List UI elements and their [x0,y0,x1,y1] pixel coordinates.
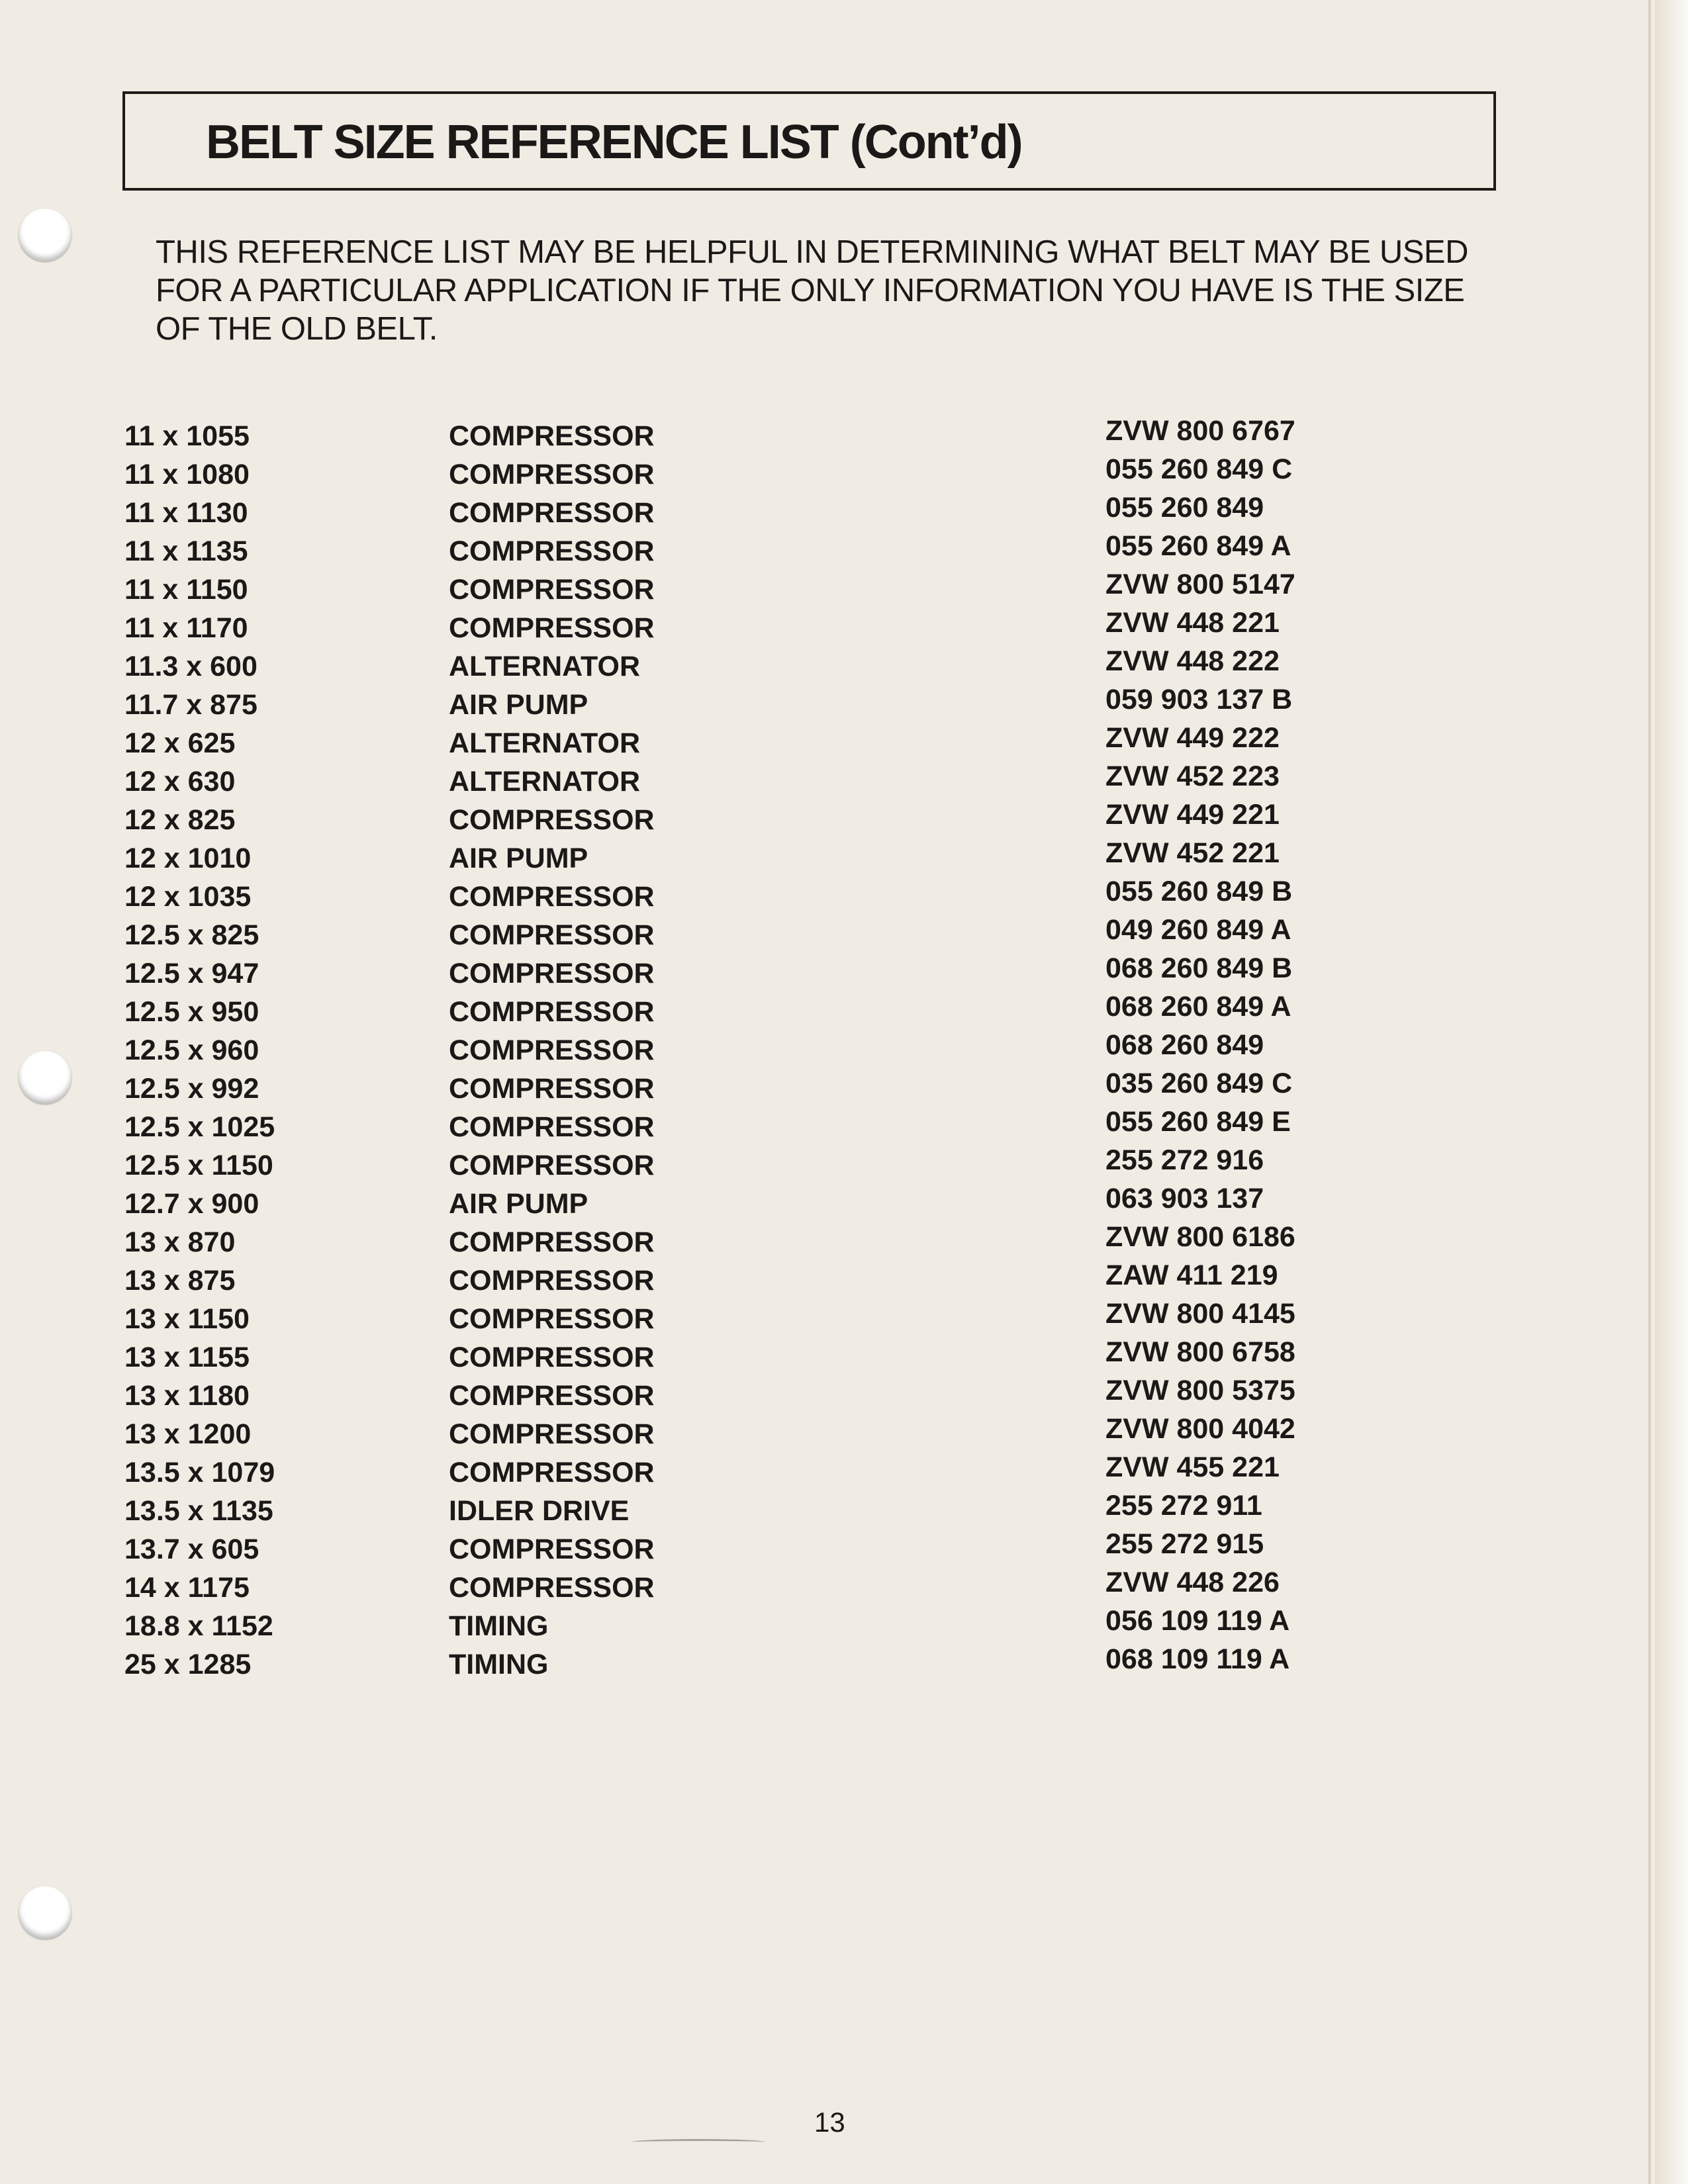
application: COMPRESSOR [449,1265,655,1297]
belt-size: 13.5 x 1079 [124,1457,275,1488]
table-row [0,916,1688,954]
application: COMPRESSOR [449,1457,655,1488]
page-number: 13 [814,2107,845,2138]
part-number: 049 260 849 A [1105,914,1291,946]
part-number: ZVW 800 4145 [1105,1298,1295,1330]
part-number: ZVW 800 6758 [1105,1336,1295,1368]
belt-size: 11 x 1130 [124,497,248,529]
punch-hole-top [19,208,71,261]
part-number: ZVW 448 222 [1105,645,1280,677]
belt-size: 12.5 x 1025 [124,1111,275,1143]
application: COMPRESSOR [449,535,655,567]
part-number: 059 903 137 B [1105,684,1293,715]
application: COMPRESSOR [449,1572,655,1604]
belt-size: 13 x 875 [124,1265,236,1297]
part-number: 055 260 849 A [1105,530,1291,562]
application: COMPRESSOR [449,1073,655,1105]
table-row [0,878,1688,916]
table-row [0,1569,1688,1607]
belt-size: 11.7 x 875 [124,689,258,721]
table-row [0,1031,1688,1069]
application: AIR PUMP [449,1188,588,1220]
belt-size: 11 x 1135 [124,535,248,567]
belt-size: 18.8 x 1152 [124,1610,273,1642]
application: COMPRESSOR [449,459,655,490]
application: COMPRESSOR [449,420,655,452]
application: COMPRESSOR [449,1380,655,1412]
part-number: ZVW 800 5147 [1105,569,1295,600]
table-row [0,1453,1688,1492]
table-row [0,494,1688,532]
table-row [0,1223,1688,1261]
table-row [0,417,1688,455]
belt-size: 12.5 x 1150 [124,1150,273,1181]
belt-size: 11 x 1055 [124,420,250,452]
belt-size: 11 x 1080 [124,459,250,490]
table-row [0,1185,1688,1223]
part-number: 068 260 849 [1105,1029,1264,1061]
application: COMPRESSOR [449,1418,655,1450]
belt-size: 13 x 1155 [124,1342,250,1373]
part-number: ZVW 455 221 [1105,1451,1280,1483]
application: COMPRESSOR [449,881,655,913]
part-number: 255 272 911 [1105,1490,1262,1522]
application: COMPRESSOR [449,996,655,1028]
part-number: ZVW 800 4042 [1105,1413,1295,1445]
table-row [0,647,1688,686]
table-row [0,1108,1688,1146]
belt-size: 12 x 630 [124,766,236,797]
belt-size: 13.7 x 605 [124,1533,259,1565]
table-row [0,1377,1688,1415]
application: AIR PUMP [449,842,588,874]
application: COMPRESSOR [449,497,655,529]
part-number: ZVW 448 226 [1105,1567,1280,1598]
table-row [0,1069,1688,1108]
application: COMPRESSOR [449,919,655,951]
application: IDLER DRIVE [449,1495,630,1527]
table-row [0,686,1688,724]
table-row [0,1300,1688,1338]
belt-size: 12.5 x 992 [124,1073,259,1105]
table-row [0,1261,1688,1300]
part-number: 056 109 119 A [1105,1605,1290,1637]
table-row [0,532,1688,570]
part-number: ZVW 452 221 [1105,837,1280,869]
part-number: ZAW 411 219 [1105,1259,1278,1291]
table-row [0,762,1688,801]
table-row [0,1530,1688,1569]
table-row [0,839,1688,878]
pen-mark [632,2139,765,2145]
belt-size: 12.7 x 900 [124,1188,259,1220]
part-number: 035 260 849 C [1105,1068,1293,1099]
belt-size: 11 x 1170 [124,612,248,644]
table-row [0,954,1688,993]
belt-size: 14 x 1175 [124,1572,250,1604]
table-row [0,724,1688,762]
table-row [0,1492,1688,1530]
application: ALTERNATOR [449,727,641,759]
belt-size: 13 x 1150 [124,1303,250,1335]
application: COMPRESSOR [449,1303,655,1335]
intro-line: FOR A PARTICULAR APPLICATION IF THE ONLY INFORMATION YOU HAVE IS THE SIZE [156,273,1465,308]
part-number: ZVW 800 6186 [1105,1221,1295,1253]
table-row [0,1607,1688,1645]
belt-size: 12 x 1035 [124,881,252,913]
belt-size: 12 x 625 [124,727,236,759]
table-row [0,1338,1688,1377]
application: ALTERNATOR [449,766,641,797]
belt-size: 13.5 x 1135 [124,1495,273,1527]
part-number: 068 109 119 A [1105,1643,1290,1675]
belt-size: 12.5 x 825 [124,919,259,951]
application: TIMING [449,1649,549,1680]
belt-size: 13 x 870 [124,1226,236,1258]
punch-hole-bottom [19,1886,71,1939]
table-row [0,570,1688,609]
table-row [0,993,1688,1031]
application: COMPRESSOR [449,1533,655,1565]
belt-size: 12.5 x 947 [124,958,259,989]
application: TIMING [449,1610,549,1642]
page-title: BELT SIZE REFERENCE LIST (Cont’d) [206,116,1022,169]
application: COMPRESSOR [449,1342,655,1373]
part-number: 255 272 916 [1105,1144,1264,1176]
table-row [0,801,1688,839]
belt-size: 12 x 825 [124,804,236,836]
application: ALTERNATOR [449,651,641,682]
application: AIR PUMP [449,689,588,721]
application: COMPRESSOR [449,1034,655,1066]
table-row [0,455,1688,494]
part-number: 055 260 849 C [1105,453,1293,485]
application: COMPRESSOR [449,1226,655,1258]
part-number: 055 260 849 B [1105,876,1293,907]
table-row [0,1415,1688,1453]
intro-paragraph [156,233,1513,348]
part-number: ZVW 800 6767 [1105,415,1295,447]
part-number: 068 260 849 B [1105,952,1293,984]
table-row [0,609,1688,647]
part-number: ZVW 448 221 [1105,607,1280,639]
title-box [122,91,1496,191]
belt-size: 11.3 x 600 [124,651,258,682]
part-number: ZVW 449 222 [1105,722,1280,754]
part-number: ZVW 452 223 [1105,760,1280,792]
application: COMPRESSOR [449,804,655,836]
intro-line: OF THE OLD BELT. [156,311,438,347]
part-number: ZVW 800 5375 [1105,1375,1295,1406]
application: COMPRESSOR [449,612,655,644]
belt-size: 13 x 1200 [124,1418,252,1450]
belt-size: 12.5 x 960 [124,1034,259,1066]
part-number: 055 260 849 E [1105,1106,1291,1138]
belt-size: 25 x 1285 [124,1649,252,1680]
part-number: 063 903 137 [1105,1183,1264,1214]
application: COMPRESSOR [449,958,655,989]
belt-size: 13 x 1180 [124,1380,250,1412]
belt-size: 12.5 x 950 [124,996,259,1028]
intro-line: THIS REFERENCE LIST MAY BE HELPFUL IN DETERMINING WHAT BELT MAY BE USED [156,234,1468,270]
belt-size: 11 x 1150 [124,574,248,606]
part-number: 068 260 849 A [1105,991,1291,1023]
part-number: 055 260 849 [1105,492,1264,523]
table-row [0,1645,1688,1684]
belt-reference-table [0,417,1688,1684]
application: COMPRESSOR [449,574,655,606]
belt-size: 12 x 1010 [124,842,252,874]
application: COMPRESSOR [449,1150,655,1181]
application: COMPRESSOR [449,1111,655,1143]
part-number: ZVW 449 221 [1105,799,1280,831]
table-row [0,1146,1688,1185]
part-number: 255 272 915 [1105,1528,1264,1560]
